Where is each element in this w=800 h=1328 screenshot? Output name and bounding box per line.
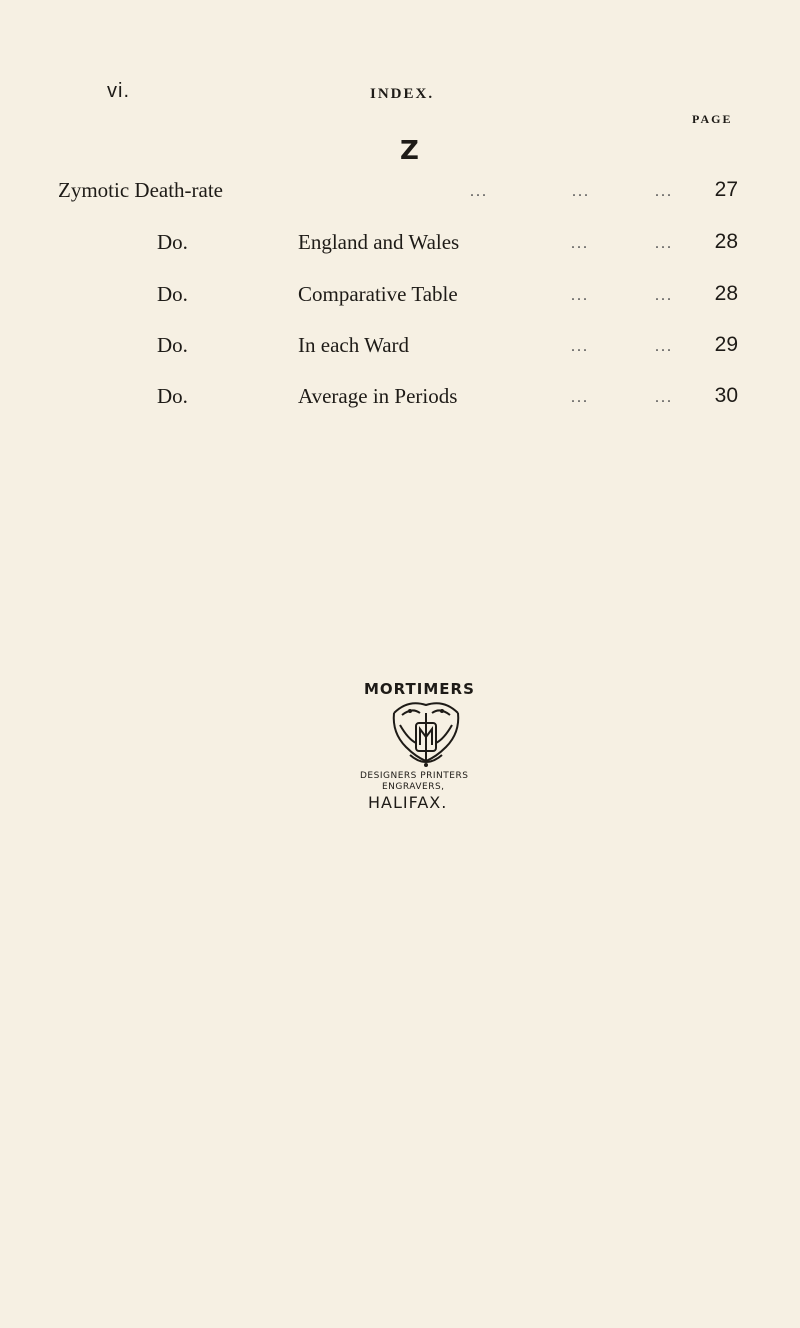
dot-leader: ... [572,183,590,200]
entry-ditto: Do. [157,230,188,254]
dot-leader: ... [655,183,673,200]
index-entry [0,230,800,260]
index-entry [0,282,800,312]
index-entry [0,333,800,363]
dot-leader: ... [571,235,589,252]
printer-city: HALIFAX. [368,793,448,812]
page-number: vi. [107,80,130,102]
section-letter: Z [400,136,419,166]
page-column-heading: PAGE [692,112,733,126]
entry-ditto: Do. [157,282,188,306]
entry-subheading: England and Wales [298,230,460,254]
index-entry [0,178,800,208]
dot-leader: ... [571,338,589,355]
printer-mark [360,675,520,825]
entry-page: 28 [714,230,738,253]
dot-leader: ... [655,235,673,252]
entry-page: 29 [714,333,738,356]
index-entry [0,384,800,414]
entry-heading: Zymotic Death-rate [58,178,224,202]
entry-subheading: Average in Periods [298,384,458,408]
entry-ditto: Do. [157,333,188,357]
dot-leader: ... [571,389,589,406]
entry-page: 28 [714,282,738,305]
dot-leader: ... [655,287,673,304]
printer-trades-2: ENGRAVERS, [382,782,445,792]
dot-leader: ... [655,389,673,406]
dot-leader: ... [571,287,589,304]
entry-page: 27 [714,178,738,201]
printer-trades: DESIGNERS PRINTERS [360,771,469,781]
dot-leader: ... [655,338,673,355]
entry-ditto: Do. [157,384,188,408]
dot-leader: ... [470,183,488,200]
printer-emblem-icon [388,699,464,771]
printer-name: MORTIMERS [364,680,475,698]
entry-subheading: Comparative Table [298,282,458,306]
entry-page: 30 [714,384,738,407]
running-title: INDEX. [370,86,435,102]
entry-subheading: In each Ward [298,333,410,357]
